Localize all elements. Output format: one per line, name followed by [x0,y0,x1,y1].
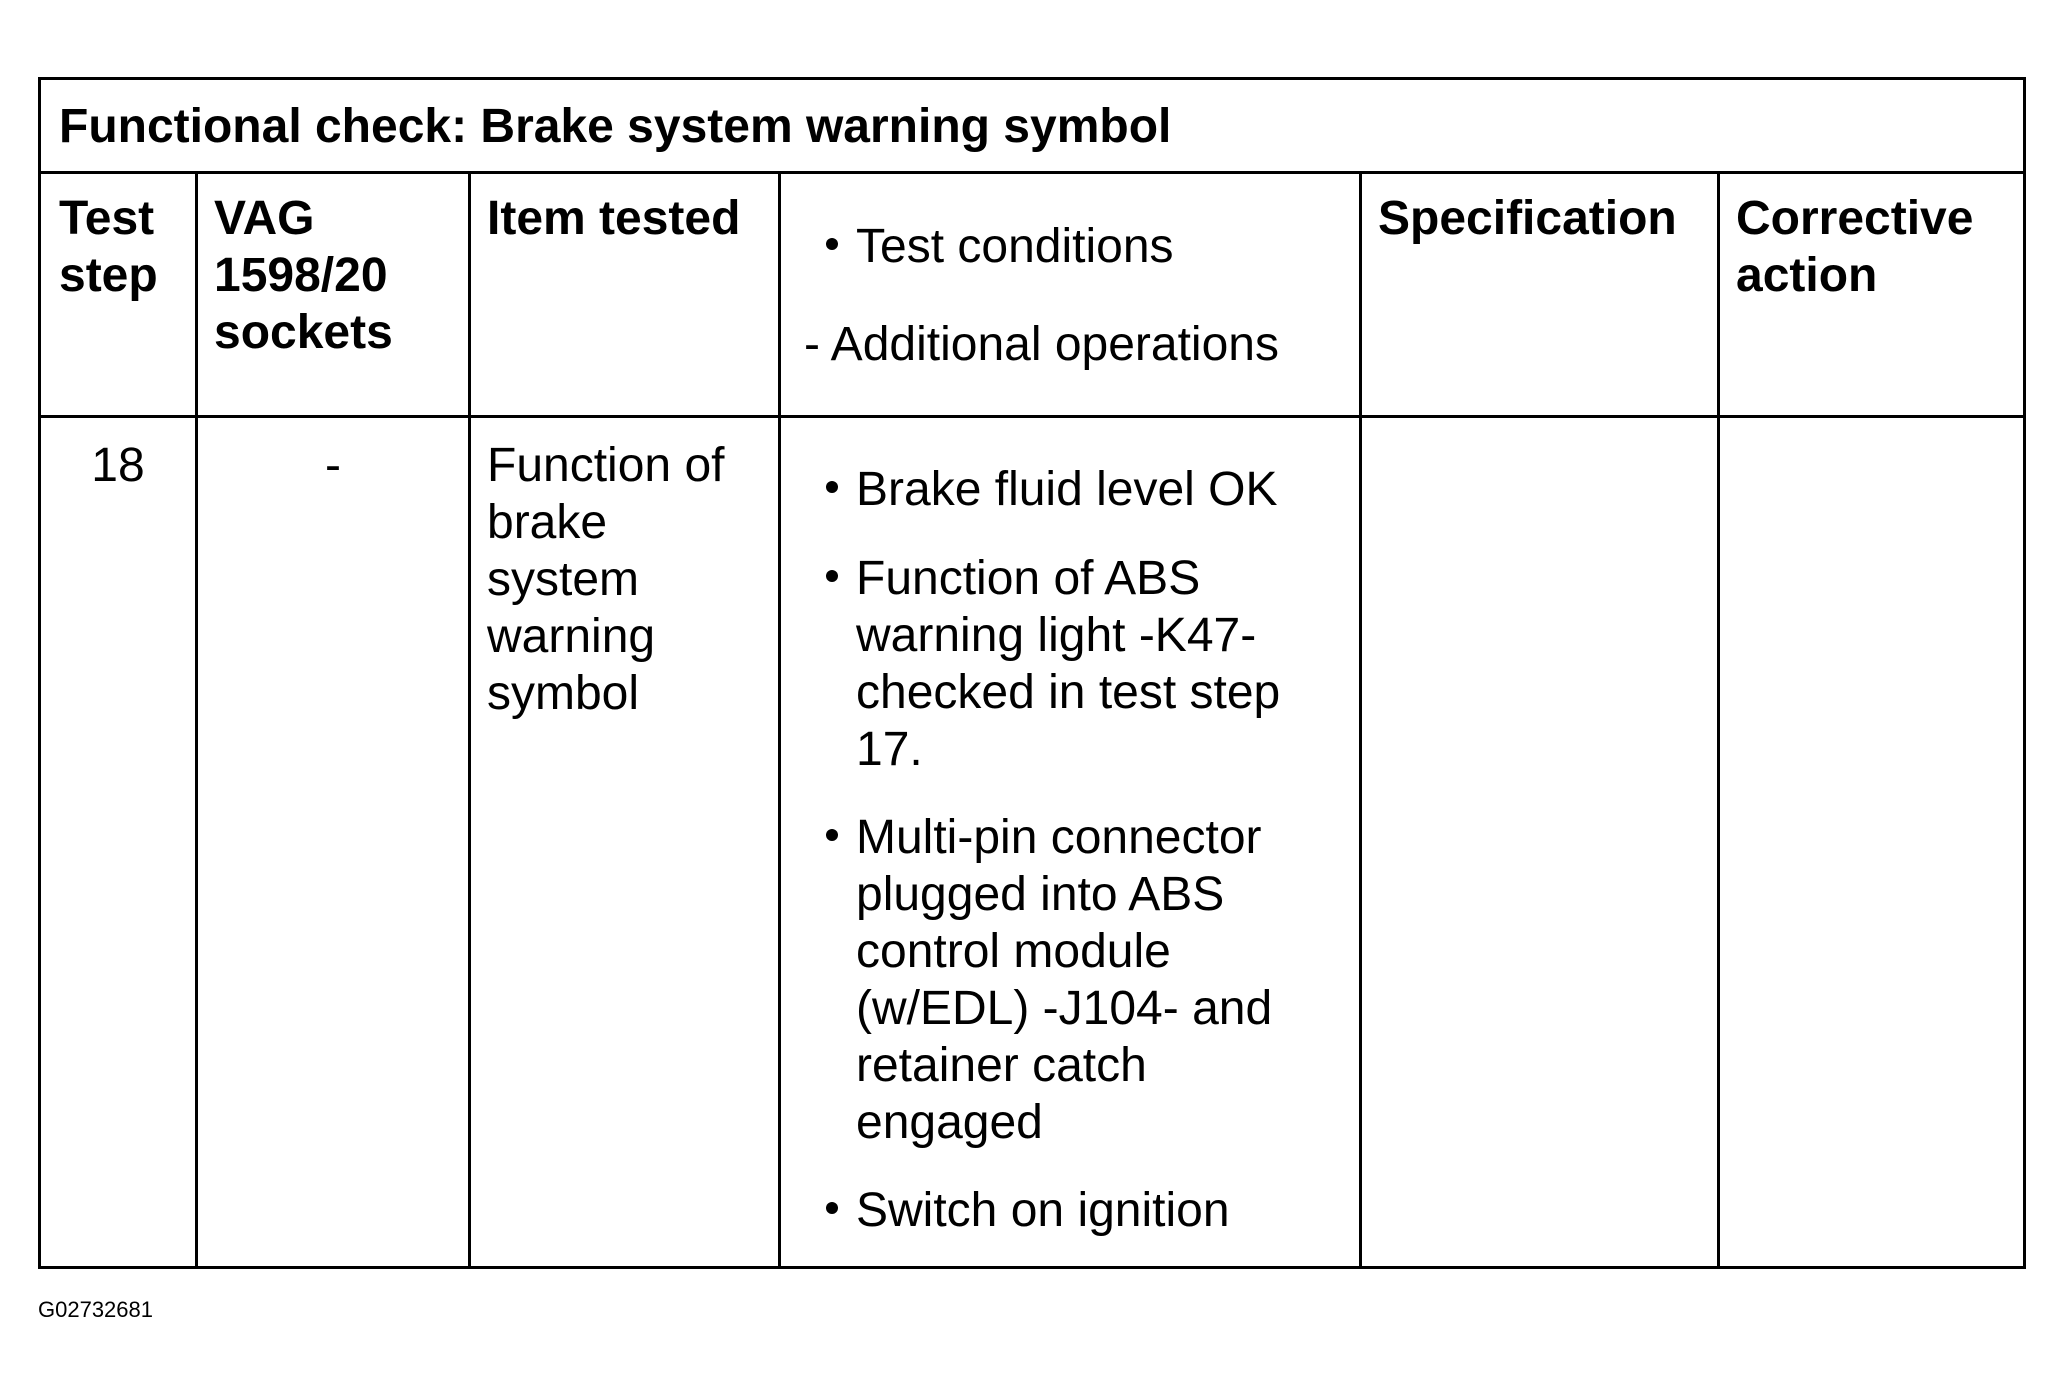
header-item-tested: Item tested [487,192,741,245]
row-sockets: - [325,439,341,492]
row-item-tested: Function of brake system warning symbol [487,439,725,720]
bullet-dot [826,1202,838,1214]
column-divider [1359,174,1362,1266]
row-test-step: 18 [91,439,145,492]
header-specification: Specification [1378,192,1677,245]
table-title: Functional check: Brake system warning symbol [59,100,1172,153]
column-divider [1717,174,1720,1266]
bullet-dot [826,481,838,493]
header-test-step: Test step [59,192,158,302]
bullet-dot [826,829,838,841]
header-additional-operations: - Additional operations [804,318,1279,371]
bullet-item: Test conditions [784,218,1354,275]
column-divider [778,174,781,1266]
figure-id: G02732681 [38,1297,153,1322]
row-test-conditions [784,461,1354,1239]
bullet-dot [826,570,838,582]
list-item: Switch on ignition [784,1182,1354,1239]
header-test-conditions [784,218,1354,275]
list-item: Multi-pin connector plugged into ABS control module (w/EDL) -J104- and retainer catch engaged [784,809,1354,1151]
row-divider [41,415,2023,418]
header-corrective-action: Corrective action [1736,192,1974,302]
column-divider [195,174,198,1266]
bullet-dot [826,238,838,250]
table-title-row [41,80,2023,174]
column-divider [468,174,471,1266]
list-item: Function of ABS warning light -K47- checked in test step 17. [784,550,1354,778]
header-sockets: VAG 1598/20 sockets [214,192,393,359]
list-item: Brake fluid level OK [784,461,1354,518]
test-table [38,77,2026,1269]
